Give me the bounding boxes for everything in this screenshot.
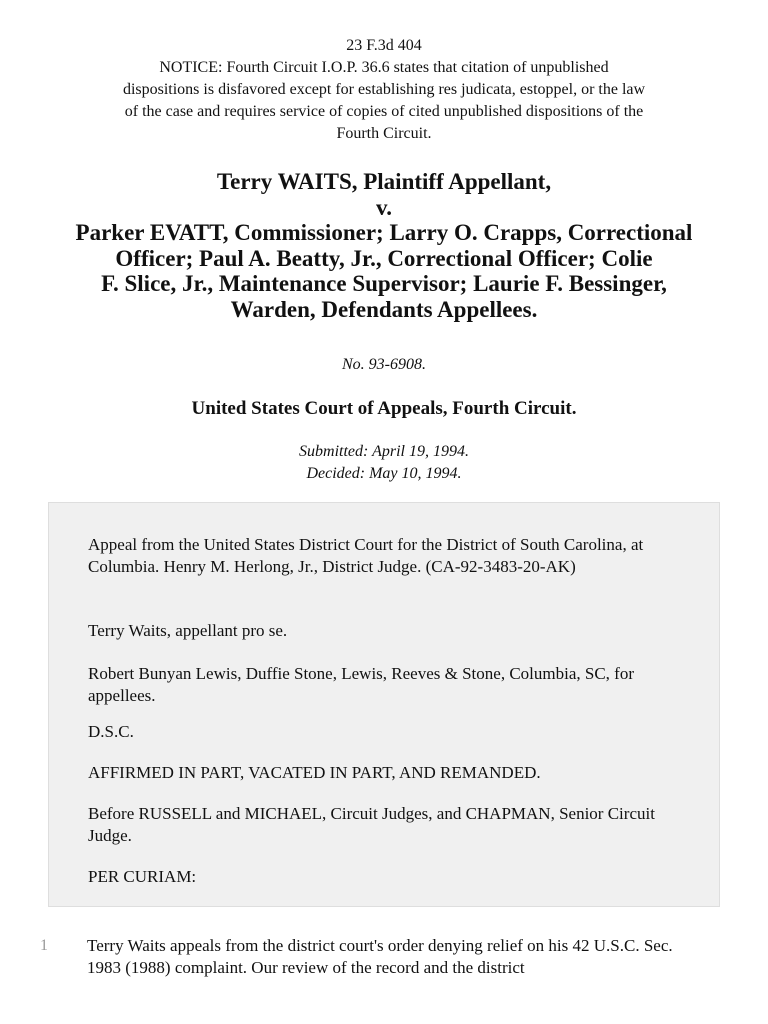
notice-line-1: NOTICE: Fourth Circuit I.O.P. 36.6 states that citation of unpublished: [159, 59, 609, 76]
submitted-date: Submitted: April 19, 1994.: [299, 443, 469, 460]
notice-line-4: Fourth Circuit.: [336, 125, 432, 142]
document-header: [40, 35, 728, 145]
case-info-box: [48, 502, 720, 907]
case-citation: 23 F.3d 404: [346, 37, 422, 54]
court-name: United States Court of Appeals, Fourth Circuit.: [191, 398, 577, 419]
notice-line-2: dispositions is disfavored except for establishing res judicata, estoppel, or the law: [122, 81, 646, 98]
per-curiam-label: PER CURIAM:: [88, 867, 197, 886]
appellee-counsel: Robert Bunyan Lewis, Duffie Stone, Lewis, Reeves & Stone, Columbia, SC, for appellees.: [88, 664, 634, 705]
parties-line-3: Parker EVATT, Commissioner; Larry O. Crapps, Correctional: [75, 220, 693, 245]
parties-line-5: F. Slice, Jr., Maintenance Supervisor; Laurie F. Bessinger,: [101, 271, 667, 296]
paragraph-number: 1: [40, 937, 48, 954]
panel-judges: Before RUSSELL and MICHAEL, Circuit Judges, and CHAPMAN, Senior Circuit Judge.: [88, 804, 655, 845]
parties-line-1: Terry WAITS, Plaintiff Appellant,: [216, 169, 552, 194]
parties-line-6: Warden, Defendants Appellees.: [230, 296, 538, 322]
case-parties: [30, 169, 738, 322]
notice-line-3: of the case and requires service of copies of cited unpublished dispositions of the: [124, 103, 644, 120]
parties-line-4: Officer; Paul A. Beatty, Jr., Correctional Officer; Colie: [115, 245, 653, 271]
appeal-origin: Appeal from the United States District Court for the District of South Carolina, at Columbia. Henry M. Herlong, Jr., District Judge. (CA-92-3483-20-AK): [88, 535, 644, 576]
district-abbrev: D.S.C.: [88, 722, 134, 741]
appellant-counsel: Terry Waits, appellant pro se.: [88, 621, 288, 640]
paragraph-text: Terry Waits appeals from the district court's order denying relief on his 42 U.S.C. Sec. 1983 (1988) complaint. Our review of the record and the district: [87, 936, 673, 977]
case-dates: [0, 441, 768, 485]
disposition: AFFIRMED IN PART, VACATED IN PART, AND REMANDED.: [88, 763, 541, 782]
decided-date: Decided: May 10, 1994.: [306, 465, 462, 482]
parties-line-2: v.: [376, 194, 392, 220]
docket-number: No. 93-6908.: [342, 356, 426, 373]
